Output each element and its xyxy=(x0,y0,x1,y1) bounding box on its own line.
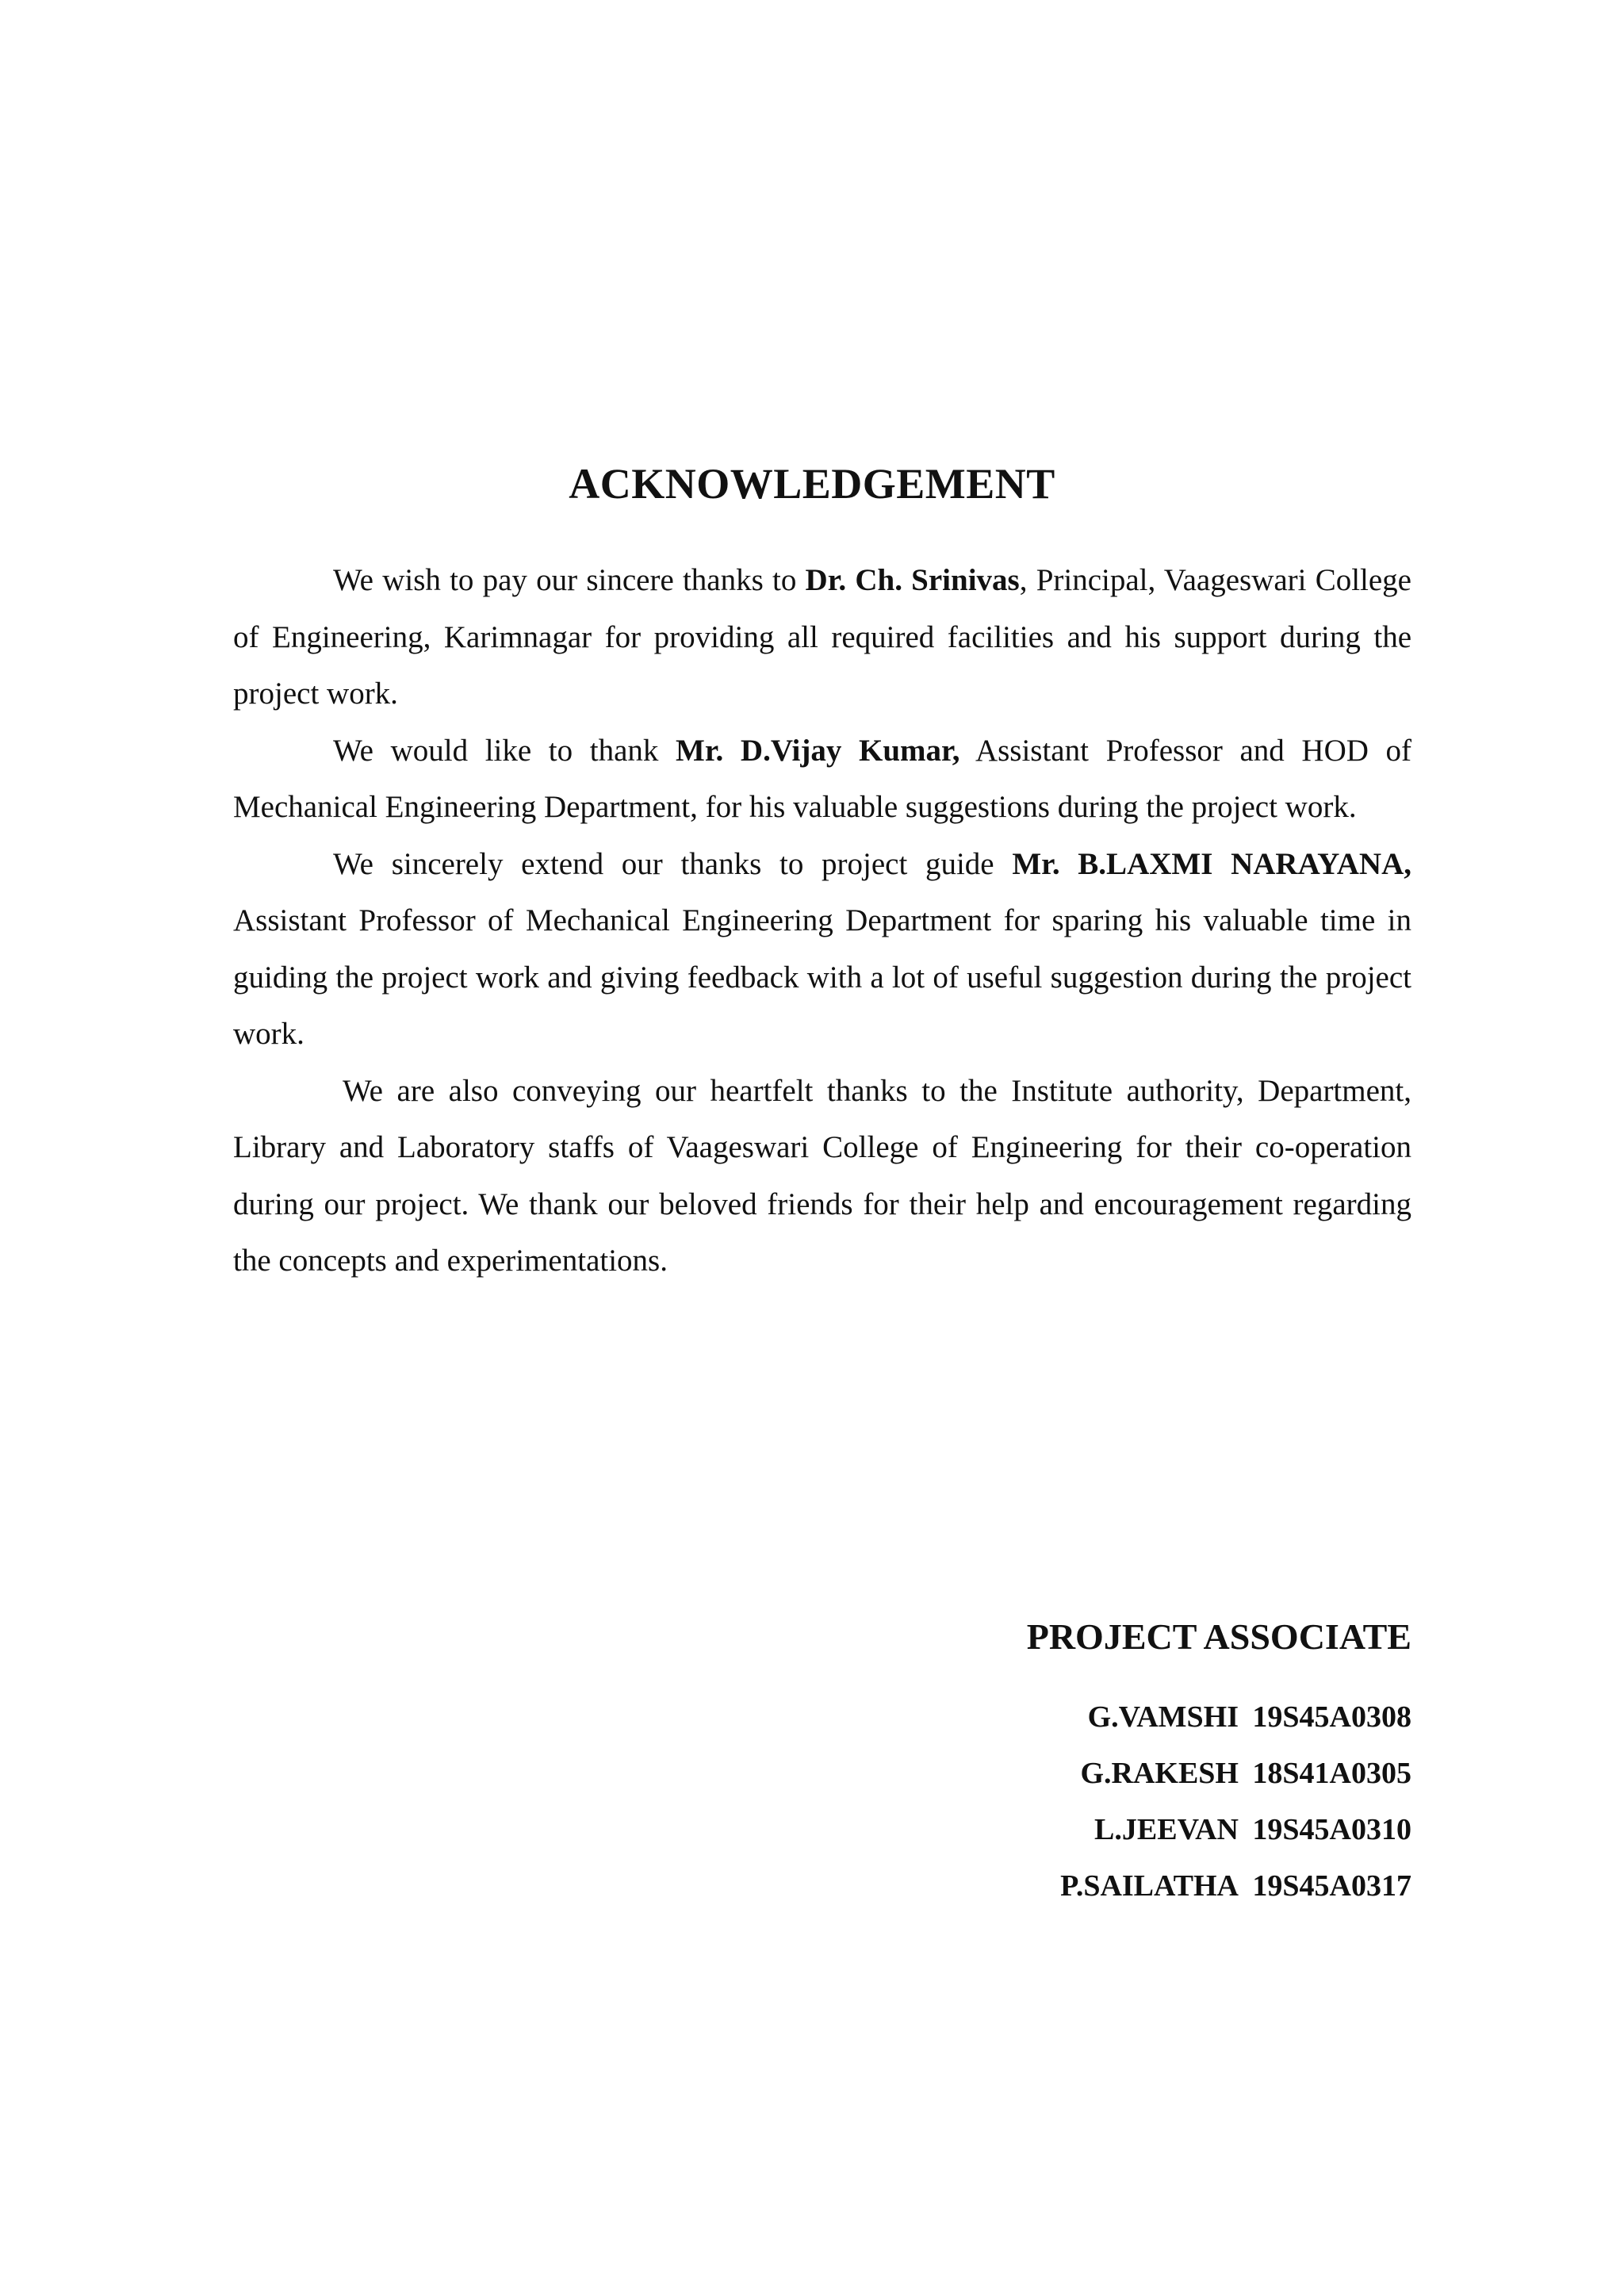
associate-row xyxy=(1027,1802,1411,1858)
associate-name: L.JEEVAN xyxy=(1094,1813,1239,1846)
paragraph-text: We wish to pay our sincere thanks to xyxy=(333,563,806,597)
associate-id: 19S45A0310 xyxy=(1252,1813,1411,1846)
paragraph-principal xyxy=(233,552,1411,723)
paragraph-text: We would like to thank xyxy=(333,733,676,768)
associate-name: P.SAILATHA xyxy=(1060,1869,1239,1903)
associate-id: 18S41A0305 xyxy=(1252,1757,1411,1790)
paragraph-text: Assistant Professor of Mechanical Engineering Department for sparing his valuable time in guiding the project work and giving feedback with a lot of useful suggestion during the project work. xyxy=(233,903,1411,1051)
associate-id: 19S45A0317 xyxy=(1252,1869,1411,1903)
page-title: ACKNOWLEDGEMENT xyxy=(569,460,1055,508)
paragraph-text: , Principal, Vaageswari College of Engineering, Karimnagar for providing all required facilities and his support during the project work. xyxy=(233,563,1411,711)
associate-id: 19S45A0308 xyxy=(1252,1700,1411,1734)
paragraph-institute xyxy=(233,1063,1411,1290)
paragraph-hod xyxy=(233,723,1411,836)
associate-row xyxy=(1027,1689,1411,1746)
acknowledgement-body xyxy=(233,552,1411,1290)
associate-row xyxy=(1027,1746,1411,1802)
paragraph-guide xyxy=(233,836,1411,1063)
hod-name: Mr. D.Vijay Kumar, xyxy=(676,733,960,768)
paragraph-text: Assistant Professor and HOD of Mechanical Engineering Department, for his valuable suggestions during the project work. xyxy=(233,733,1411,824)
associate-name: G.VAMSHI xyxy=(1087,1700,1239,1734)
signature-block xyxy=(1027,1613,1411,1915)
paragraph-text: We are also conveying our heartfelt thanks to the Institute authority, Department, Library and Laboratory staffs of Vaageswari College of Engineering for their co-operation during our project. We thank our beloved friends for their help and encouragement regarding the concepts and experimentations. xyxy=(233,1073,1411,1278)
guide-name: Mr. B.LAXMI NARAYANA, xyxy=(1012,846,1411,881)
signature-heading: PROJECT ASSOCIATE xyxy=(1026,1616,1411,1657)
principal-name: Dr. Ch. Srinivas xyxy=(805,563,1020,597)
paragraph-text: We sincerely extend our thanks to project guide xyxy=(333,846,1013,881)
associate-row xyxy=(1027,1858,1411,1915)
associate-name: G.RAKESH xyxy=(1080,1757,1239,1790)
